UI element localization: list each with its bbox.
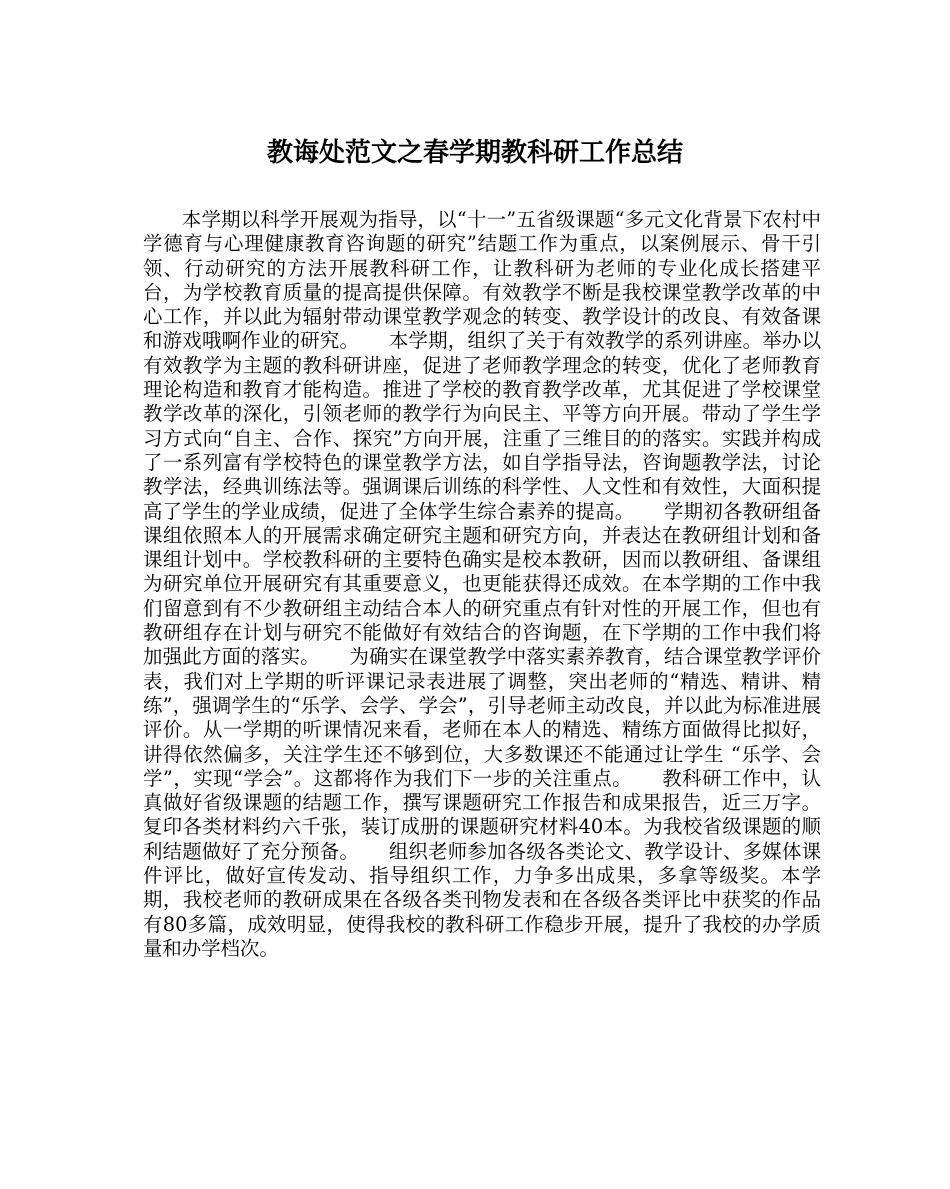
document-title: 教诲处范文之春学期教科研工作总结 <box>266 138 683 168</box>
document-body: 本学期以科学开展观为指导，以“十一”五省级课题“多元文化背景下农村中学德育与心理健康教育咨询题的研究”结题工作为重点，以案例展示、骨干引领、行动研究的方法开展教科研工作，让教科研为老师的专业化成长搭建平台，为学校教育质量的提高提供保障。有效教学不断是我校课堂教学改革的中心工作，并以此为辐射带动课堂教学观念的转变、教学设计的改良、有效备课和游戏哦啊作业的研究。 本学期，组织了关于有效教学的系列讲座。举办以有效教学为主题的教科研讲座，促进了老师教学理念的转变，优化了老师教育理论构造和教育才能构造。推进了学校的教育教学改革，尤其促进了学校课堂教学改革的深化，引领老师的教学行为向民主、平等方向开展。带动了学生学习方式向“自主、合作、探究”方向开展，注重了三维目的的落实。实践并构成了一系列富有学校特色的课堂教学方法，如自学指导法，咨询题教学法，讨论教学法，经典训练法等。强调课后训练的科学性、人文性和有效性，大面积提高了学生的学业成绩，促进了全体学生综合素养的提高。 学期初各教研组备课组依照本人的开展需求确定研究主题和研究方向，并表达在教研组计划和备课组计划中。学校教科研的主要特色确实是校本教研，因而以教研组、备课组为研究单位开展研究有其重要意义，也更能获得还成效。在本学期的工作中我们留意到有不少教研组主动结合本人的研究重点有针对性的开展工作，但也有教研组存在计划与研究不能做好有效结合的咨询题，在下学期的工作中我们将加强此方面的落实。 为确实在课堂教学中落实素养教育，结合课堂教学评价表，我们对上学期的听评课记录表进展了调整，突出老师的“精选、精讲、精练”，强调学生的“乐学、会学、学会”，引导老师主动改良，并以此为标准进展评价。从一学期的听课情况来看，老师在本人的精选、精练方面做得比拟好，讲得依然偏多，关注学生还不够到位，大多数课还不能通过让学生 “乐学、会学”，实现“学会”。这都将作为我们下一步的关注重点。 教科研工作中，认真做好省级课题的结题工作，撰写课题研究工作报告和成果报告，近三万字。复印各类材料约六千张，装订成册的课题研究材料40本。为我校省级课题的顺利结题做好了充分预备。 组织老师参加各级各类论文、教学设计、多媒体课件评比，做好宣传发动、指导组织工作，力争多出成果，多拿等级奖。本学期，我校老师的教研成果在各级各类刊物发表和在各级各类评比中获奖的作品有80多篇，成效明显，使得我校的教科研工作稳步开展，提升了我校的办学质量和办学档次。 <box>143 208 821 960</box>
